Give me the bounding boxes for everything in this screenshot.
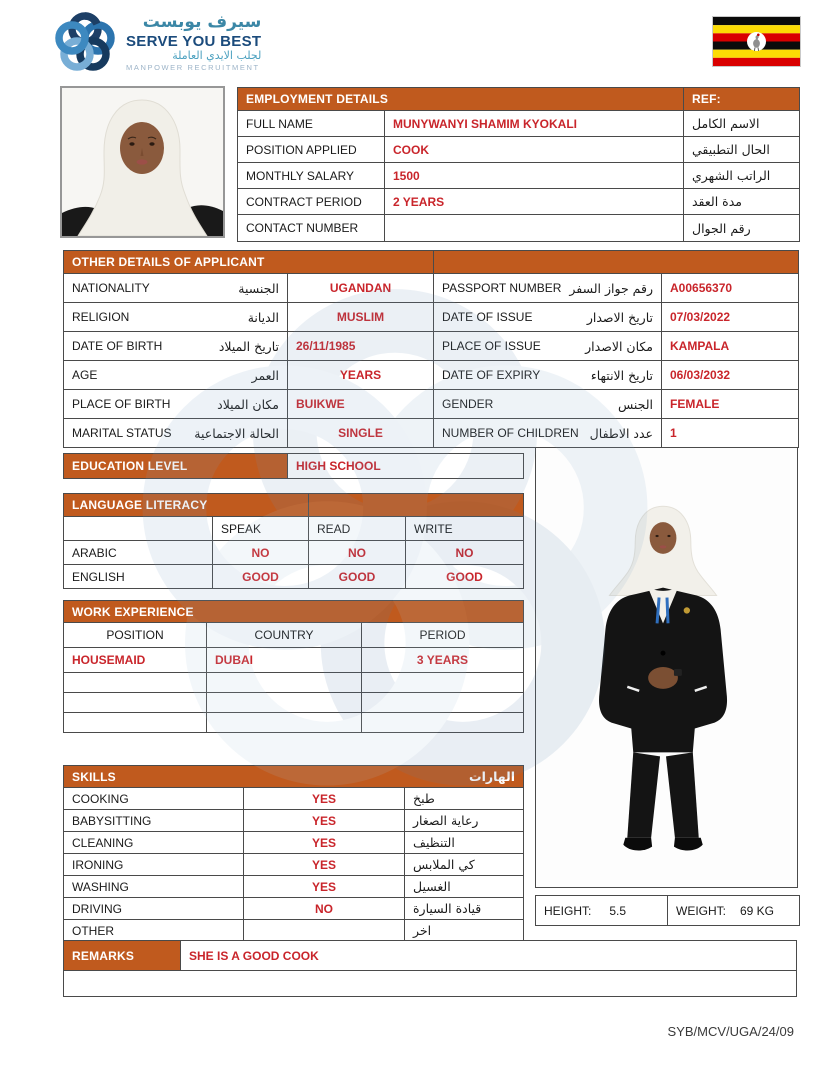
language-header: LANGUAGE LITERACY (64, 494, 308, 516)
field-label: POSITION APPLIED (238, 137, 384, 162)
remarks-label: REMARKS (64, 941, 180, 970)
skill-arabic-label: التنظيف (405, 832, 523, 853)
field-label: DATE OF BIRTH تاريخ الميلاد (64, 332, 287, 360)
field-value: 26/11/1985 (288, 332, 433, 360)
ref-label: REF: (684, 88, 799, 110)
field-label: FULL NAME (238, 111, 384, 136)
work-experience-table (63, 600, 524, 733)
language-label: ENGLISH (64, 565, 212, 588)
skill-value: YES (244, 854, 404, 875)
education-value: HIGH SCHOOL (288, 454, 523, 478)
language-header-spacer (309, 494, 523, 516)
other-details-header: OTHER DETAILS OF APPLICANT (64, 251, 433, 273)
field-arabic-label: الحال التطبيقي (684, 137, 799, 162)
field-arabic-label: عدد الاطفال (589, 425, 653, 441)
weight-label: WEIGHT: (676, 903, 726, 918)
column-header: READ (309, 517, 405, 540)
skill-value: YES (244, 788, 404, 809)
height-cell (536, 896, 667, 925)
language-value: GOOD (406, 565, 523, 588)
logo-title: SERVE YOU BEST (126, 33, 262, 51)
portrait-photo (60, 86, 225, 238)
empty-cell (207, 673, 361, 692)
skill-arabic-label: رعاية الصغار (405, 810, 523, 831)
experience-position: HOUSEMAID (64, 648, 206, 672)
field-label: GENDER الجنس (434, 390, 661, 418)
field-label: PLACE OF BIRTH مكان الميلاد (64, 390, 287, 418)
height-value: 5.5 (609, 903, 627, 918)
education-level-row (63, 453, 524, 479)
field-label: PASSPORT NUMBER رقم جواز السفر (434, 274, 661, 302)
empty-cell (362, 673, 523, 692)
field-label: PLACE OF ISSUE مكان الاصدار (434, 332, 661, 360)
empty-cell (64, 673, 206, 692)
skill-label: WASHING (64, 876, 243, 897)
skill-value: YES (244, 832, 404, 853)
field-label: MONTHLY SALARY (238, 163, 384, 188)
logo-knot-icon (52, 10, 118, 76)
field-label: DATE OF ISSUE تاريخ الاصدار (434, 303, 661, 331)
field-arabic-label: الجنسية (238, 280, 279, 296)
logo-arabic-subtitle: لجلب الايدي العاملة (172, 49, 262, 63)
weight-cell (668, 896, 799, 925)
field-label: AGE العمر (64, 361, 287, 389)
field-value: COOK (385, 137, 683, 162)
language-literacy-table (63, 493, 524, 589)
empty-cell (207, 713, 361, 732)
field-arabic-label: مكان الميلاد (217, 396, 279, 412)
education-label: EDUCATION LEVEL (64, 454, 287, 478)
field-arabic-label: الجنس (617, 396, 653, 412)
full-body-photo (535, 447, 798, 888)
height-label: HEIGHT: (544, 903, 592, 918)
field-label: RELIGION الديانة (64, 303, 287, 331)
document-reference: SYB/MCV/UGA/24/09 (667, 1024, 794, 1039)
column-header: WRITE (406, 517, 523, 540)
skill-value: NO (244, 898, 404, 919)
language-value: GOOD (309, 565, 405, 588)
weight-value: 69 KG (740, 903, 775, 918)
field-value: MUSLIM (288, 303, 433, 331)
other-details-table (63, 250, 799, 448)
field-arabic-label: مكان الاصدار (585, 338, 653, 354)
skill-arabic-label: طبخ (405, 788, 523, 809)
empty-cell (64, 713, 206, 732)
skills-table (63, 765, 524, 942)
column-header: PERIOD (362, 623, 523, 647)
skill-label: BABYSITTING (64, 810, 243, 831)
field-label: CONTACT NUMBER (238, 215, 384, 241)
column-header: COUNTRY (207, 623, 361, 647)
skill-arabic-label: اخر (405, 920, 523, 941)
skill-label: CLEANING (64, 832, 243, 853)
field-arabic-label: تاريخ الاصدار (586, 309, 653, 325)
employment-details-table (237, 87, 800, 242)
field-arabic-label: الديانة (247, 309, 279, 325)
field-value: KAMPALA (662, 332, 798, 360)
empty-cell (362, 693, 523, 712)
field-label: MARITAL STATUS الحالة الاجتماعية (64, 419, 287, 447)
field-arabic-label: رقم جواز السفر (569, 280, 653, 296)
employment-header: EMPLOYMENT DETAILS (238, 88, 683, 110)
field-value (385, 215, 683, 241)
field-arabic-label: تاريخ الميلاد (218, 338, 279, 354)
logo-subtitle: MANPOWER RECRUITMENT (126, 62, 260, 72)
field-value: BUIKWE (288, 390, 433, 418)
other-details-header-spacer (434, 251, 798, 273)
field-arabic-label: العمر (251, 367, 279, 383)
field-value: 1500 (385, 163, 683, 188)
uganda-flag-icon (712, 16, 801, 67)
field-value: YEARS (288, 361, 433, 389)
skill-label: OTHER (64, 920, 243, 941)
remarks-text: SHE IS A GOOD COOK (181, 941, 796, 970)
skills-header: SKILLS الهارات (64, 766, 523, 787)
field-value: A00656370 (662, 274, 798, 302)
field-arabic-label: الاسم الكامل (684, 111, 799, 136)
experience-period: 3 YEARS (362, 648, 523, 672)
field-value: UGANDAN (288, 274, 433, 302)
field-value: 07/03/2022 (662, 303, 798, 331)
work-experience-header: WORK EXPERIENCE (64, 601, 523, 622)
field-label: DATE OF EXPIRY تاريخ الانتهاء (434, 361, 661, 389)
skill-value (244, 920, 404, 941)
language-col-spacer (64, 517, 212, 540)
skills-arabic-header: الهارات (469, 769, 515, 784)
empty-cell (362, 713, 523, 732)
agency-logo (52, 10, 261, 76)
remarks-empty-box (64, 971, 796, 996)
skill-arabic-label: الغسيل (405, 876, 523, 897)
column-header: SPEAK (213, 517, 308, 540)
skill-value: YES (244, 810, 404, 831)
language-label: ARABIC (64, 541, 212, 564)
field-value: FEMALE (662, 390, 798, 418)
field-value: 2 YEARS (385, 189, 683, 214)
skill-arabic-label: كي الملابس (405, 854, 523, 875)
field-arabic-label: مدة العقد (684, 189, 799, 214)
field-label: NUMBER OF CHILDREN عدد الاطفال (434, 419, 661, 447)
column-header: POSITION (64, 623, 206, 647)
field-arabic-label: تاريخ الانتهاء (590, 367, 653, 383)
field-value: SINGLE (288, 419, 433, 447)
physical-stats-row (535, 895, 800, 926)
field-arabic-label: رقم الجوال (684, 215, 799, 241)
logo-arabic-title: سيرف يوبست (142, 12, 262, 33)
skill-label: DRIVING (64, 898, 243, 919)
field-value: 06/03/2032 (662, 361, 798, 389)
empty-cell (207, 693, 361, 712)
remarks-section (63, 940, 797, 997)
field-value: MUNYWANYI SHAMIM KYOKALI (385, 111, 683, 136)
language-value: NO (213, 541, 308, 564)
language-value: NO (406, 541, 523, 564)
skill-label: COOKING (64, 788, 243, 809)
language-value: NO (309, 541, 405, 564)
experience-country: DUBAI (207, 648, 361, 672)
empty-cell (64, 693, 206, 712)
field-arabic-label: الراتب الشهري (684, 163, 799, 188)
field-label: NATIONALITY الجنسية (64, 274, 287, 302)
field-value: 1 (662, 419, 798, 447)
skill-label: IRONING (64, 854, 243, 875)
skill-value: YES (244, 876, 404, 897)
language-value: GOOD (213, 565, 308, 588)
skill-arabic-label: قيادة السيارة (405, 898, 523, 919)
field-arabic-label: الحالة الاجتماعية (194, 425, 279, 441)
field-label: CONTRACT PERIOD (238, 189, 384, 214)
